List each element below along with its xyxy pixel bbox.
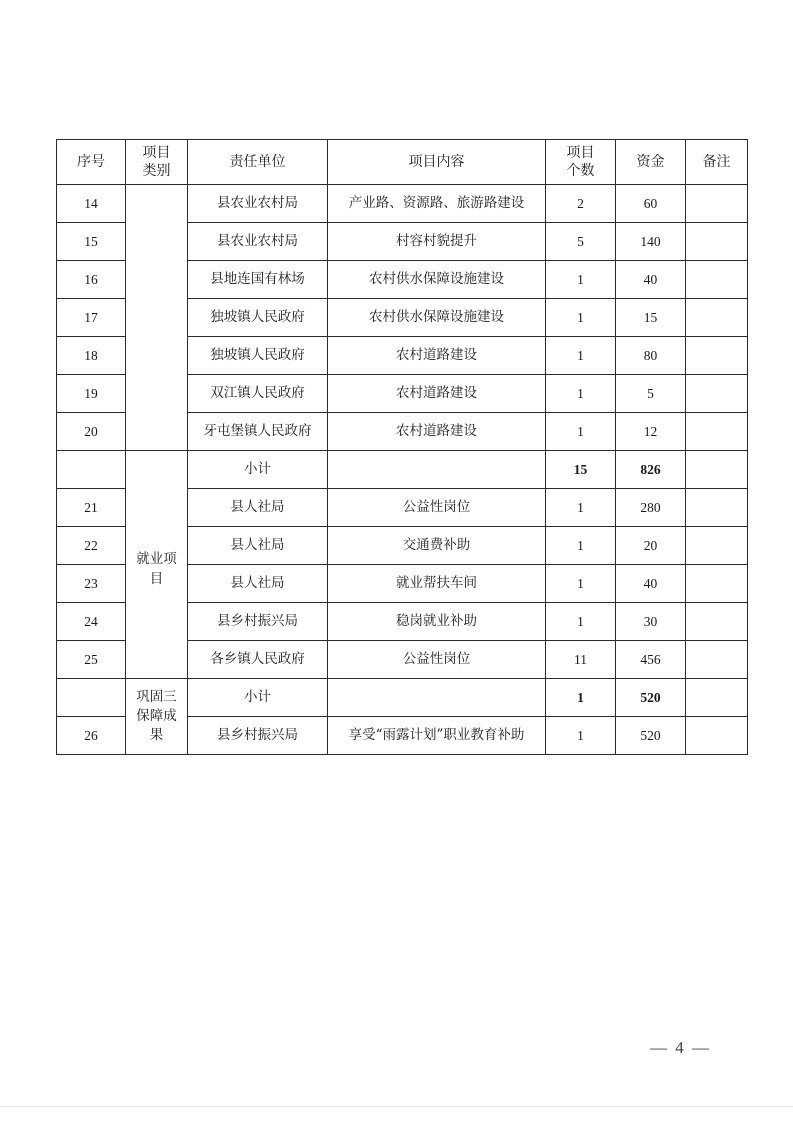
row-content: 农村道路建设 (328, 413, 546, 451)
row-unit: 县乡村振兴局 (188, 717, 328, 755)
row-funds: 5 (616, 375, 686, 413)
row-remarks (686, 413, 748, 451)
row-content: 农村道路建设 (328, 375, 546, 413)
subtotal-row (57, 679, 748, 717)
row-count: 1 (546, 413, 616, 451)
row-funds: 80 (616, 337, 686, 375)
row-remarks (686, 717, 748, 755)
row-remarks (686, 337, 748, 375)
page-number: — 4 — (650, 1038, 711, 1057)
row-remarks (686, 641, 748, 679)
project-table (56, 139, 748, 755)
row-count: 1 (546, 717, 616, 755)
row-count: 1 (546, 565, 616, 603)
row-unit: 县地连国有林场 (188, 261, 328, 299)
row-funds: 280 (616, 489, 686, 527)
row-content (328, 679, 546, 717)
row-funds: 40 (616, 565, 686, 603)
subtotal-count: 1 (546, 679, 616, 717)
row-remarks (686, 565, 748, 603)
scan-edge-divider (0, 1106, 793, 1107)
row-remarks (686, 261, 748, 299)
row-content: 公益性岗位 (328, 489, 546, 527)
row-unit: 县农业农村局 (188, 185, 328, 223)
row-content (328, 451, 546, 489)
subtotal-count: 15 (546, 451, 616, 489)
row-seq: 16 (57, 261, 126, 299)
table-row (57, 185, 748, 223)
row-remarks (686, 375, 748, 413)
row-unit: 独坡镇人民政府 (188, 337, 328, 375)
row-count: 5 (546, 223, 616, 261)
subtotal-funds: 520 (616, 679, 686, 717)
row-seq: 15 (57, 223, 126, 261)
category-consolidate: 巩固三 保障成 果 (126, 679, 188, 755)
row-content: 农村道路建设 (328, 337, 546, 375)
row-unit: 牙屯堡镇人民政府 (188, 413, 328, 451)
row-funds: 60 (616, 185, 686, 223)
row-count: 1 (546, 299, 616, 337)
subtotal-label: 小计 (188, 451, 328, 489)
row-seq: 22 (57, 527, 126, 565)
row-unit: 县人社局 (188, 527, 328, 565)
row-funds: 30 (616, 603, 686, 641)
header-content: 项目内容 (328, 140, 546, 185)
row-content: 享受“雨露计划”职业教育补助 (328, 717, 546, 755)
row-content: 就业帮扶车间 (328, 565, 546, 603)
row-count: 11 (546, 641, 616, 679)
category-cell-blank (126, 185, 188, 451)
row-remarks (686, 603, 748, 641)
subtotal-label: 小计 (188, 679, 328, 717)
row-seq: 18 (57, 337, 126, 375)
row-count: 1 (546, 261, 616, 299)
row-content: 公益性岗位 (328, 641, 546, 679)
row-content: 农村供水保障设施建设 (328, 299, 546, 337)
row-content: 产业路、资源路、旅游路建设 (328, 185, 546, 223)
row-funds: 20 (616, 527, 686, 565)
row-content: 稳岗就业补助 (328, 603, 546, 641)
header-remarks: 备注 (686, 140, 748, 185)
row-remarks (686, 527, 748, 565)
header-funds: 资金 (616, 140, 686, 185)
header-category: 项目 类别 (126, 140, 188, 185)
row-count: 1 (546, 489, 616, 527)
row-count: 1 (546, 603, 616, 641)
row-count: 1 (546, 527, 616, 565)
row-remarks (686, 489, 748, 527)
row-funds: 140 (616, 223, 686, 261)
row-remarks (686, 679, 748, 717)
row-funds: 40 (616, 261, 686, 299)
row-seq: 14 (57, 185, 126, 223)
row-seq: 20 (57, 413, 126, 451)
row-content: 农村供水保障设施建设 (328, 261, 546, 299)
row-remarks (686, 185, 748, 223)
row-seq: 25 (57, 641, 126, 679)
row-seq: 17 (57, 299, 126, 337)
row-seq: 21 (57, 489, 126, 527)
row-unit: 独坡镇人民政府 (188, 299, 328, 337)
row-funds: 520 (616, 717, 686, 755)
row-remarks (686, 223, 748, 261)
row-unit: 各乡镇人民政府 (188, 641, 328, 679)
row-unit: 县农业农村局 (188, 223, 328, 261)
row-unit: 县人社局 (188, 565, 328, 603)
row-unit: 县人社局 (188, 489, 328, 527)
row-funds: 456 (616, 641, 686, 679)
row-seq (57, 679, 126, 717)
row-count: 2 (546, 185, 616, 223)
header-row (57, 140, 748, 185)
category-employment: 就业项 目 (126, 451, 188, 679)
row-content: 村容村貌提升 (328, 223, 546, 261)
row-count: 1 (546, 375, 616, 413)
header-count: 项目 个数 (546, 140, 616, 185)
row-funds: 12 (616, 413, 686, 451)
row-unit: 双江镇人民政府 (188, 375, 328, 413)
row-seq: 19 (57, 375, 126, 413)
row-funds: 15 (616, 299, 686, 337)
row-seq: 24 (57, 603, 126, 641)
header-seq: 序号 (57, 140, 126, 185)
row-seq: 23 (57, 565, 126, 603)
row-seq: 26 (57, 717, 126, 755)
row-unit: 县乡村振兴局 (188, 603, 328, 641)
header-unit: 责任单位 (188, 140, 328, 185)
row-content: 交通费补助 (328, 527, 546, 565)
row-count: 1 (546, 337, 616, 375)
row-remarks (686, 451, 748, 489)
row-remarks (686, 299, 748, 337)
subtotal-funds: 826 (616, 451, 686, 489)
subtotal-row (57, 451, 748, 489)
row-seq (57, 451, 126, 489)
